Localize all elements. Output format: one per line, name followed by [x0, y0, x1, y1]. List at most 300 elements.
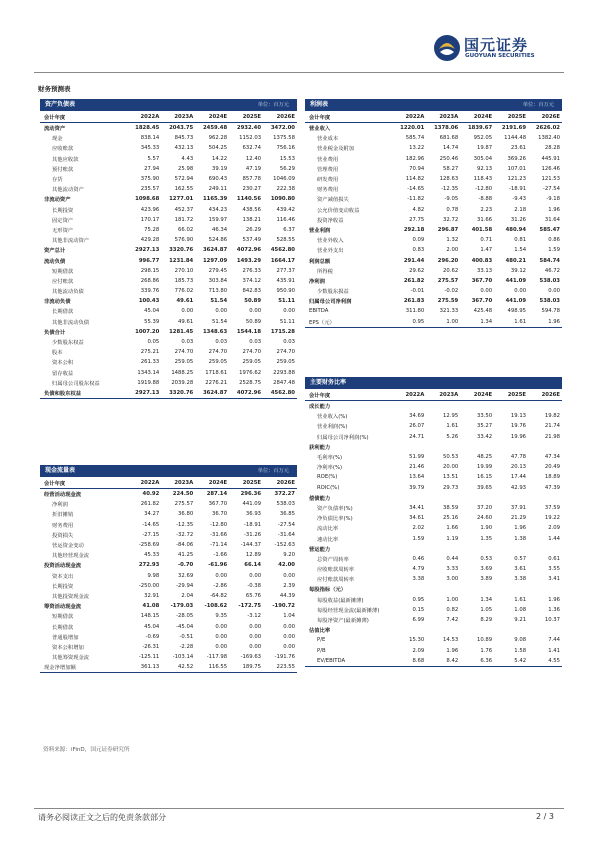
row-label: 资本公积	[52, 360, 74, 367]
cell-value: 1919.88	[137, 379, 160, 386]
cell-value: 1.34	[480, 596, 493, 603]
table-row	[305, 225, 562, 235]
row-label: 净利率(%)	[317, 465, 343, 472]
cell-value: 39.65	[476, 484, 493, 491]
row-label: 普通股增加	[52, 634, 79, 641]
table-header-row	[40, 111, 297, 123]
row-label: 研发费用	[317, 177, 339, 184]
row-label: 所得税	[317, 268, 333, 275]
cell-value: 24.71	[409, 433, 425, 440]
cell-value: 2039.28	[171, 379, 194, 386]
table-row	[305, 462, 562, 472]
cell-value: 0.00	[215, 572, 228, 579]
cell-value: 7.44	[548, 637, 560, 644]
cell-value: -71.14	[210, 542, 228, 549]
cell-value: 8.68	[412, 657, 425, 664]
cell-value: -172.75	[238, 603, 262, 610]
cell-value: 23.61	[510, 145, 527, 152]
cell-value: 1839.67	[468, 125, 493, 132]
column-header: 会计年度	[305, 389, 392, 401]
table-row	[305, 133, 562, 143]
cell-value: 1.61	[514, 596, 527, 603]
table-row	[40, 266, 297, 276]
cell-value: 305.04	[473, 155, 493, 162]
cell-value: -12.80	[210, 521, 228, 528]
row-label: 少数股东权益	[52, 340, 84, 347]
year-header: 2024E	[195, 111, 229, 123]
cell-value: 0.03	[249, 339, 262, 346]
cell-value: -250.00	[138, 582, 160, 589]
cell-value: 1.19	[446, 535, 459, 542]
row-label: 偿债能力	[309, 495, 331, 502]
cell-value: 37.91	[510, 504, 527, 511]
cell-value: 0.78	[446, 206, 459, 213]
table-row	[40, 632, 297, 642]
table-row	[40, 560, 297, 570]
cell-value: 3.33	[446, 566, 459, 573]
table-row	[40, 225, 297, 235]
cell-value: 1348.63	[203, 328, 228, 335]
cell-value: 2293.88	[273, 369, 295, 376]
cell-value: 20.49	[544, 464, 560, 471]
cell-value: 12.95	[443, 413, 459, 420]
cell-value: 401.58	[471, 226, 493, 233]
row-label: P/B	[317, 647, 326, 654]
cell-value: 235.57	[140, 186, 160, 193]
cell-value: 291.44	[403, 257, 425, 264]
table-row	[305, 646, 562, 656]
row-label: 资本公积增加	[52, 644, 84, 651]
cell-value: 0.00	[548, 288, 560, 295]
row-label: 营运能力	[309, 546, 331, 553]
cell-value: 0.00	[249, 633, 262, 640]
cell-value: 594.78	[541, 308, 560, 315]
cell-value: 3.55	[548, 566, 560, 573]
cell-value: 0.00	[283, 308, 295, 315]
cell-value: 425.48	[473, 308, 493, 315]
row-label: 固定资产	[52, 217, 74, 224]
cell-value: 27.75	[409, 216, 425, 223]
cell-value: 1.38	[514, 535, 527, 542]
cell-value: 4.43	[181, 155, 194, 162]
year-header: 2022A	[392, 389, 426, 401]
cell-value: 1140.56	[236, 196, 262, 203]
cell-value: 504.25	[208, 145, 228, 152]
year-header: 2026E	[528, 389, 562, 401]
cell-value: 2191.69	[501, 125, 527, 132]
cell-value: 0.00	[215, 308, 228, 315]
row-label: 投资活动现金流	[44, 563, 82, 570]
year-header: 2023A	[426, 111, 460, 123]
row-label: 折旧摊销	[52, 512, 74, 519]
table-row	[305, 255, 562, 265]
row-label: 流动比率	[317, 526, 339, 533]
cell-value: 845.73	[174, 135, 194, 142]
cell-value: 39.12	[510, 267, 527, 274]
cell-value: 66.14	[244, 562, 262, 569]
cell-value: 259.05	[242, 359, 262, 366]
cell-value: -9.05	[444, 196, 459, 203]
cell-value: 42.52	[178, 664, 194, 671]
table-row	[305, 411, 562, 421]
cell-value: 6.99	[412, 617, 425, 624]
row-label: 总资产周转率	[317, 556, 349, 563]
cell-value: 18.89	[544, 474, 560, 481]
row-label: 营业外支出	[317, 248, 344, 255]
cell-value: -9.18	[546, 196, 560, 203]
cell-value: 2.04	[181, 592, 194, 599]
cell-value: 56.29	[279, 165, 295, 172]
cell-value: 259.05	[174, 359, 194, 366]
cell-value: 1.96	[514, 525, 527, 532]
cell-value: 423.96	[140, 206, 160, 213]
table-row	[305, 513, 562, 523]
cell-value: 259.05	[208, 359, 228, 366]
table-row	[40, 540, 297, 550]
cell-value: 3.41	[548, 576, 560, 583]
cell-value: 37.59	[544, 504, 560, 511]
unit-label: 单位：百万元	[257, 102, 289, 108]
cell-value: 31.26	[510, 216, 527, 223]
cell-value: 9.08	[514, 637, 527, 644]
cell-value: -18.91	[243, 521, 262, 528]
row-label: 财务费用	[317, 187, 339, 194]
row-label: 归属母公司股东权益	[52, 380, 100, 387]
cell-value: 46.72	[544, 267, 560, 274]
cell-value: 3.69	[480, 566, 493, 573]
cell-value: 2043.75	[169, 125, 194, 132]
cell-value: 14.22	[211, 155, 228, 162]
cell-value: 950.90	[276, 288, 295, 295]
year-header: 2026E	[263, 477, 297, 489]
table-row	[40, 164, 297, 174]
table-row	[40, 317, 297, 327]
table-row	[305, 574, 562, 584]
cell-value: 4.79	[412, 566, 425, 573]
cell-value: 19.87	[476, 145, 493, 152]
cell-value: 45.33	[144, 552, 160, 559]
cell-value: 1718.61	[205, 369, 228, 376]
cell-value: 572.94	[174, 176, 194, 183]
table-row	[305, 452, 562, 462]
table-title: 主要财务比率	[310, 379, 347, 386]
income-statement-panel	[305, 99, 562, 328]
cell-value: 0.86	[548, 237, 560, 244]
cell-value: 261.33	[140, 359, 160, 366]
section-title: 财务预测表	[38, 85, 71, 93]
table-row	[305, 533, 562, 543]
cell-value: 223.55	[276, 664, 295, 671]
year-header: 2024E	[460, 389, 494, 401]
table-row	[40, 205, 297, 215]
table-title: 利润表	[310, 101, 329, 108]
cell-value: 3.61	[514, 566, 527, 573]
cell-value: 2.02	[412, 525, 425, 532]
cell-value: 0.00	[283, 633, 295, 640]
cell-value: 7.42	[446, 617, 459, 624]
table-row	[305, 245, 562, 255]
cell-value: 27.94	[144, 165, 160, 172]
cell-value: 756.16	[276, 145, 295, 152]
cell-value: 1.59	[412, 535, 425, 542]
cell-value: 16.15	[476, 474, 493, 481]
cell-value: 1.05	[480, 606, 493, 613]
column-header: 会计年度	[40, 111, 127, 123]
cell-value: -0.38	[247, 582, 262, 589]
cell-value: 272.93	[138, 562, 160, 569]
cell-value: -152.63	[274, 542, 295, 549]
row-label: 其他经营现金流	[52, 553, 90, 560]
cell-value: 838.14	[140, 135, 160, 142]
cell-value: 261.82	[403, 277, 425, 284]
table-row	[40, 337, 297, 347]
year-header: 2025E	[229, 477, 263, 489]
cell-value: 374.12	[242, 277, 262, 284]
cell-value: -2.28	[179, 643, 194, 650]
cell-value: 1.41	[548, 647, 560, 654]
cell-value: 47.39	[544, 484, 560, 491]
table-row	[305, 306, 562, 316]
year-header: 2022A	[392, 111, 426, 123]
table-row	[40, 621, 297, 631]
cell-value: 116.55	[208, 664, 228, 671]
row-label: 无形资产	[52, 227, 74, 234]
cell-value: 0.03	[283, 339, 295, 346]
cell-value: -179.03	[170, 603, 194, 610]
cell-value: 1.96	[446, 647, 459, 654]
cell-value: 116.46	[276, 216, 295, 223]
table-header-row	[305, 111, 562, 123]
cell-value: 19.13	[510, 413, 527, 420]
row-label: ROE(%)	[317, 474, 338, 481]
cell-value: 1098.68	[135, 196, 160, 203]
cell-value: 270.10	[174, 267, 194, 274]
cell-value: 275.59	[437, 298, 459, 305]
table-row	[305, 503, 562, 513]
source-note: 资料来源：iFinD，国元证券研究所	[43, 747, 130, 753]
cell-value: 952.05	[473, 135, 493, 142]
row-label: EPS（元）	[309, 319, 335, 326]
cell-value: 452.37	[174, 206, 194, 213]
cell-value: 2.09	[548, 525, 560, 532]
cell-value: 31.64	[544, 216, 560, 223]
cell-value: 0.83	[412, 247, 425, 254]
row-label: 资产总计	[44, 248, 66, 255]
cell-value: -64.82	[210, 592, 228, 599]
cell-value: -12.35	[176, 521, 194, 528]
table-row	[305, 266, 562, 276]
row-label: 归属母公司净利润(%)	[317, 434, 369, 441]
cell-value: 279.45	[208, 267, 228, 274]
cell-value: 1.08	[514, 606, 527, 613]
cell-value: 268.86	[140, 277, 160, 284]
cell-value: 2.00	[446, 247, 459, 254]
cell-value: 0.57	[514, 555, 527, 562]
table-row	[305, 564, 562, 574]
cell-value: 224.50	[172, 491, 194, 498]
cell-value: 32.69	[178, 572, 194, 579]
cell-value: 15.30	[409, 637, 425, 644]
cell-value: 321.33	[439, 308, 459, 315]
row-label: 其他应收款	[52, 156, 79, 163]
table-row	[305, 286, 562, 296]
column-header: 会计年度	[40, 477, 127, 489]
financial-table	[40, 111, 297, 399]
cell-value: 1343.14	[137, 369, 160, 376]
cell-value: 25.98	[178, 165, 194, 172]
table-row	[40, 662, 297, 673]
row-label: 长期投资	[52, 583, 74, 590]
cell-value: 51.54	[210, 298, 228, 305]
cell-value: 15.53	[279, 155, 295, 162]
row-label: 其他流动资产	[52, 187, 84, 194]
row-label: 成长能力	[309, 404, 331, 411]
cell-value: 19.96	[510, 433, 527, 440]
cell-value: 38.59	[443, 504, 459, 511]
cell-value: 1277.01	[169, 196, 194, 203]
table-title: 资产负债表	[45, 101, 76, 108]
year-header: 2026E	[528, 111, 562, 123]
cell-value: 100.43	[138, 298, 160, 305]
cell-value: -144.37	[240, 542, 262, 549]
cell-value: 0.00	[181, 308, 194, 315]
cell-value: 44.39	[279, 592, 295, 599]
cell-value: 20.00	[443, 464, 459, 471]
cell-value: 0.46	[412, 555, 425, 562]
cell-value: 33.13	[476, 267, 493, 274]
row-label: 获利能力	[309, 444, 331, 451]
cell-value: 538.03	[539, 298, 560, 305]
cell-value: 36.70	[211, 511, 228, 518]
row-label: 资产减值损失	[317, 197, 349, 204]
table-row	[305, 656, 562, 667]
cell-value: 50.53	[443, 454, 459, 461]
cell-value: 0.00	[215, 643, 228, 650]
row-label: 资产负债率(%)	[317, 505, 353, 512]
cell-value: 8.42	[446, 657, 459, 664]
cell-value: 41.25	[178, 552, 194, 559]
cell-value: 445.91	[541, 155, 560, 162]
row-label: 营运资金变动	[52, 543, 84, 550]
cell-value: 41.08	[142, 603, 160, 610]
cell-value: 9.35	[215, 613, 228, 620]
cell-value: -0.69	[145, 633, 160, 640]
cell-value: 1488.25	[171, 369, 194, 376]
cell-value: 34.69	[409, 413, 425, 420]
cell-value: 0.00	[514, 288, 527, 295]
table-row	[305, 595, 562, 605]
financial-table	[40, 477, 297, 673]
cell-value: 0.81	[514, 237, 527, 244]
cell-value: 1664.17	[270, 257, 295, 264]
table-title-band	[40, 465, 297, 477]
cell-value: 4562.80	[270, 389, 295, 396]
table-row	[305, 215, 562, 225]
cell-value: 441.09	[242, 501, 262, 508]
cell-value: 1.04	[283, 613, 295, 620]
cell-value: 70.94	[409, 165, 425, 172]
cell-value: 1165.39	[203, 196, 228, 203]
guoyuan-logo-icon	[433, 34, 461, 62]
row-label: 筹资活动现金流	[44, 604, 82, 611]
cell-value: 51.54	[211, 318, 228, 325]
row-label: 每股净资产(最新摊薄)	[317, 618, 369, 625]
cell-value: 296.87	[437, 226, 459, 233]
cell-value: 1382.40	[538, 135, 560, 142]
cell-value: 4.82	[412, 206, 425, 213]
cell-value: 274.70	[276, 349, 295, 356]
row-label: 营业税金及附加	[317, 146, 355, 153]
cell-value: 0.82	[446, 606, 459, 613]
cell-value: 0.00	[283, 623, 295, 630]
table-row	[40, 591, 297, 601]
table-row	[305, 164, 562, 174]
cell-value: 296.36	[240, 491, 262, 498]
cell-value: 275.21	[140, 349, 160, 356]
cell-value: 275.57	[174, 501, 194, 508]
cell-value: 1007.20	[135, 328, 160, 335]
cell-value: 1.00	[446, 318, 459, 325]
cell-value: 42.93	[510, 484, 527, 491]
cell-value: 962.28	[208, 135, 228, 142]
table-row	[40, 388, 297, 399]
cell-value: 20.62	[443, 267, 459, 274]
row-label: 股本	[52, 350, 63, 357]
cell-value: 1375.58	[273, 135, 295, 142]
header-divider	[34, 72, 564, 73]
cell-value: 438.56	[242, 206, 262, 213]
table-row	[305, 584, 562, 594]
table-row	[305, 625, 562, 635]
cell-value: 1297.09	[203, 257, 228, 264]
cell-value: 36.85	[279, 511, 295, 518]
table-row	[305, 615, 562, 625]
cell-value: 842.83	[242, 288, 262, 295]
cell-value: 32.72	[443, 216, 459, 223]
table-row	[305, 605, 562, 615]
table-row	[40, 255, 297, 265]
row-label: 营业利润	[309, 227, 331, 234]
row-label: ROIC(%)	[317, 484, 340, 491]
cell-value: 1.90	[480, 525, 493, 532]
table-row	[40, 123, 297, 134]
cell-value: 29.73	[443, 484, 459, 491]
cell-value: 21.74	[544, 423, 560, 430]
cell-value: 3.38	[514, 576, 527, 583]
cell-value: 9.21	[514, 617, 527, 624]
cell-value: 1.76	[480, 647, 493, 654]
cell-value: 2927.13	[135, 247, 160, 254]
ratios-panel	[305, 377, 562, 667]
cell-value: 12.40	[245, 155, 262, 162]
cell-value: 45.04	[144, 308, 160, 315]
table-row	[40, 286, 297, 296]
cell-value: 432.13	[174, 145, 194, 152]
table-row	[305, 276, 562, 286]
cell-value: 92.13	[476, 165, 493, 172]
cell-value: 1976.62	[239, 369, 262, 376]
financial-table	[305, 111, 562, 328]
row-label: 负债和股东权益	[44, 390, 82, 397]
cell-value: 690.43	[208, 176, 228, 183]
table-row	[305, 544, 562, 554]
cell-value: 47.34	[544, 454, 560, 461]
cell-value: 0.00	[249, 643, 262, 650]
table-row	[305, 635, 562, 645]
row-label: 营业利润(%)	[317, 424, 348, 431]
cell-value: 1828.45	[135, 125, 160, 132]
unit-label: 单位：百万元	[522, 102, 554, 108]
